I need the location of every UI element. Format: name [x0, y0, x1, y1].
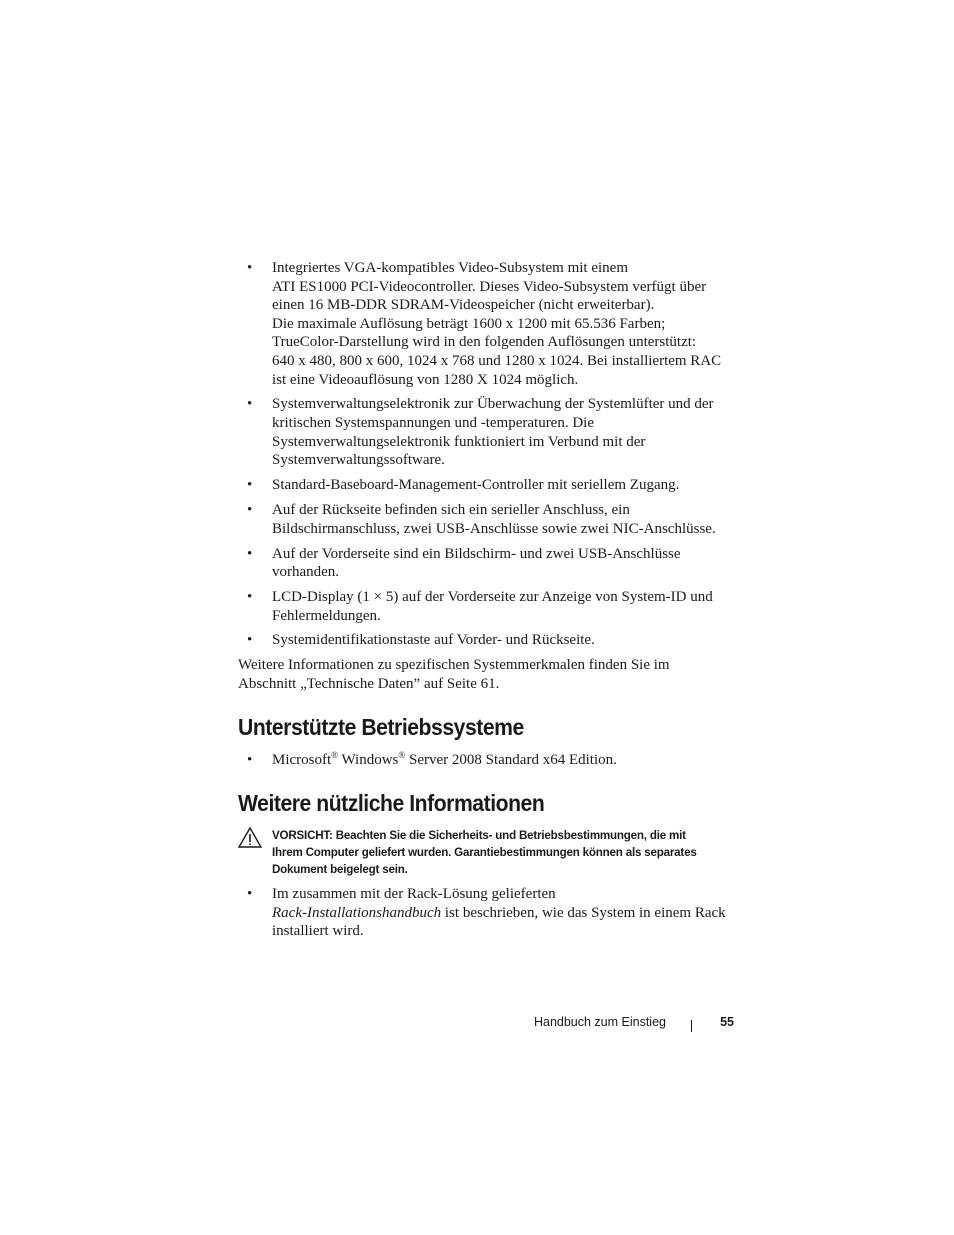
list-item-line: kritischen Systemspannungen und -temperaturen. Die — [272, 415, 595, 432]
caution-text: Dokument beigelegt sein. — [272, 863, 408, 877]
bullet-marker: • — [247, 477, 253, 494]
registered-mark: ® — [398, 749, 406, 760]
bullet-marker: • — [247, 545, 253, 562]
bullet-marker: • — [247, 886, 253, 903]
list-item-line: installiert wird. — [272, 923, 364, 940]
list-item-line: ist eine Videoauflösung von 1280 X 1024 möglich. — [272, 371, 579, 388]
list-item-line: Im zusammen mit der Rack-Lösung gelieferten — [272, 886, 556, 903]
paragraph-line: Weitere Informationen zu spezifischen Systemmerkmalen finden Sie im — [238, 657, 670, 674]
list-item-line: Auf der Rückseite befinden sich ein serieller Anschluss, ein — [272, 502, 630, 519]
manual-title: Rack-Installationshandbuch — [272, 904, 442, 921]
bullet-marker: • — [247, 632, 253, 649]
footer-separator — [691, 1020, 692, 1032]
page-content — [238, 259, 738, 947]
list-item-line: Systemverwaltungssoftware. — [272, 452, 445, 469]
feature-list — [238, 259, 738, 650]
list-item-line: ist beschrieben, wie das System in einem Rack — [441, 904, 726, 921]
bullet-marker: • — [247, 588, 253, 605]
caution-text: Ihrem Computer geliefert wurden. Garantiebestimmungen können als separates — [272, 846, 697, 860]
list-item-line: Auf der Vorderseite sind ein Bildschirm- und zwei USB-Anschlüsse — [272, 545, 681, 562]
caution-notice — [238, 827, 738, 878]
list-item-line: 640 x 480, 800 x 600, 1024 x 768 und 1280 x 1024. Bei installiertem RAC — [272, 352, 722, 369]
list-item-line: Standard-Baseboard-Management-Controller mit seriellem Zugang. — [272, 477, 680, 494]
warning-triangle-icon — [238, 827, 262, 848]
list-item-line: Bildschirmanschluss, zwei USB-Anschlüsse sowie zwei NIC-Anschlüsse. — [272, 520, 716, 537]
section-heading-more-info: Weitere nützliche Informationen — [238, 790, 545, 817]
list-item-line: Systemverwaltungselektronik zur Überwachung der Systemlüfter und der — [272, 396, 714, 413]
list-item — [238, 545, 738, 582]
list-item — [238, 588, 738, 625]
list-item — [238, 395, 738, 469]
list-item — [238, 885, 738, 941]
list-item-line: Integriertes VGA-kompatibles Video-Subsystem mit einem — [272, 260, 628, 276]
list-item-line: LCD-Display (1 × 5) auf der Vorderseite zur Anzeige von System-ID und — [272, 588, 713, 605]
registered-mark: ® — [331, 749, 339, 760]
os-name-part: Server 2008 Standard x64 Edition. — [405, 751, 617, 768]
paragraph-line: Abschnitt „Technische Daten” auf Seite 61. — [238, 675, 500, 692]
os-name-part: Windows — [338, 751, 399, 768]
list-item-line: Fehlermeldungen. — [272, 607, 381, 624]
footer-document-title: Handbuch zum Einstieg — [533, 1015, 666, 1029]
list-item-line: TrueColor-Darstellung wird in den folgenden Auflösungen unterstützt: — [272, 334, 697, 351]
info-list — [238, 885, 738, 941]
list-item — [238, 476, 738, 495]
bullet-marker: • — [247, 502, 253, 519]
os-list — [238, 751, 738, 770]
section-heading-operating-systems: Unterstützte Betriebssysteme — [238, 713, 524, 740]
list-item-line: einen 16 MB-DDR SDRAM-Videospeicher (nicht erweiterbar). — [272, 297, 655, 314]
list-item-line: Systemidentifikationstaste auf Vorder- und Rückseite. — [272, 632, 595, 649]
caution-label: VORSICHT: — [272, 829, 333, 843]
bullet-marker: • — [247, 396, 253, 413]
list-item-line: vorhanden. — [272, 564, 340, 581]
page-footer — [0, 1015, 734, 1035]
list-item — [238, 259, 738, 389]
list-item-line: Systemverwaltungselektronik funktioniert im Verbund mit der — [272, 433, 646, 450]
bullet-marker: • — [247, 260, 253, 276]
list-item — [238, 501, 738, 538]
os-name-part: Microsoft — [272, 751, 332, 768]
page-number: 55 — [720, 1015, 734, 1029]
bullet-marker: • — [247, 751, 253, 768]
more-info-paragraph — [238, 656, 738, 693]
list-item-line: ATI ES1000 PCI-Videocontroller. Dieses Video-Subsystem verfügt über — [272, 278, 707, 295]
list-item — [238, 751, 738, 770]
caution-text: Beachten Sie die Sicherheits- und Betriebsbestimmungen, die mit — [332, 829, 686, 843]
list-item — [238, 631, 738, 650]
list-item-line: Die maximale Auflösung beträgt 1600 x 1200 mit 65.536 Farben; — [272, 315, 666, 332]
